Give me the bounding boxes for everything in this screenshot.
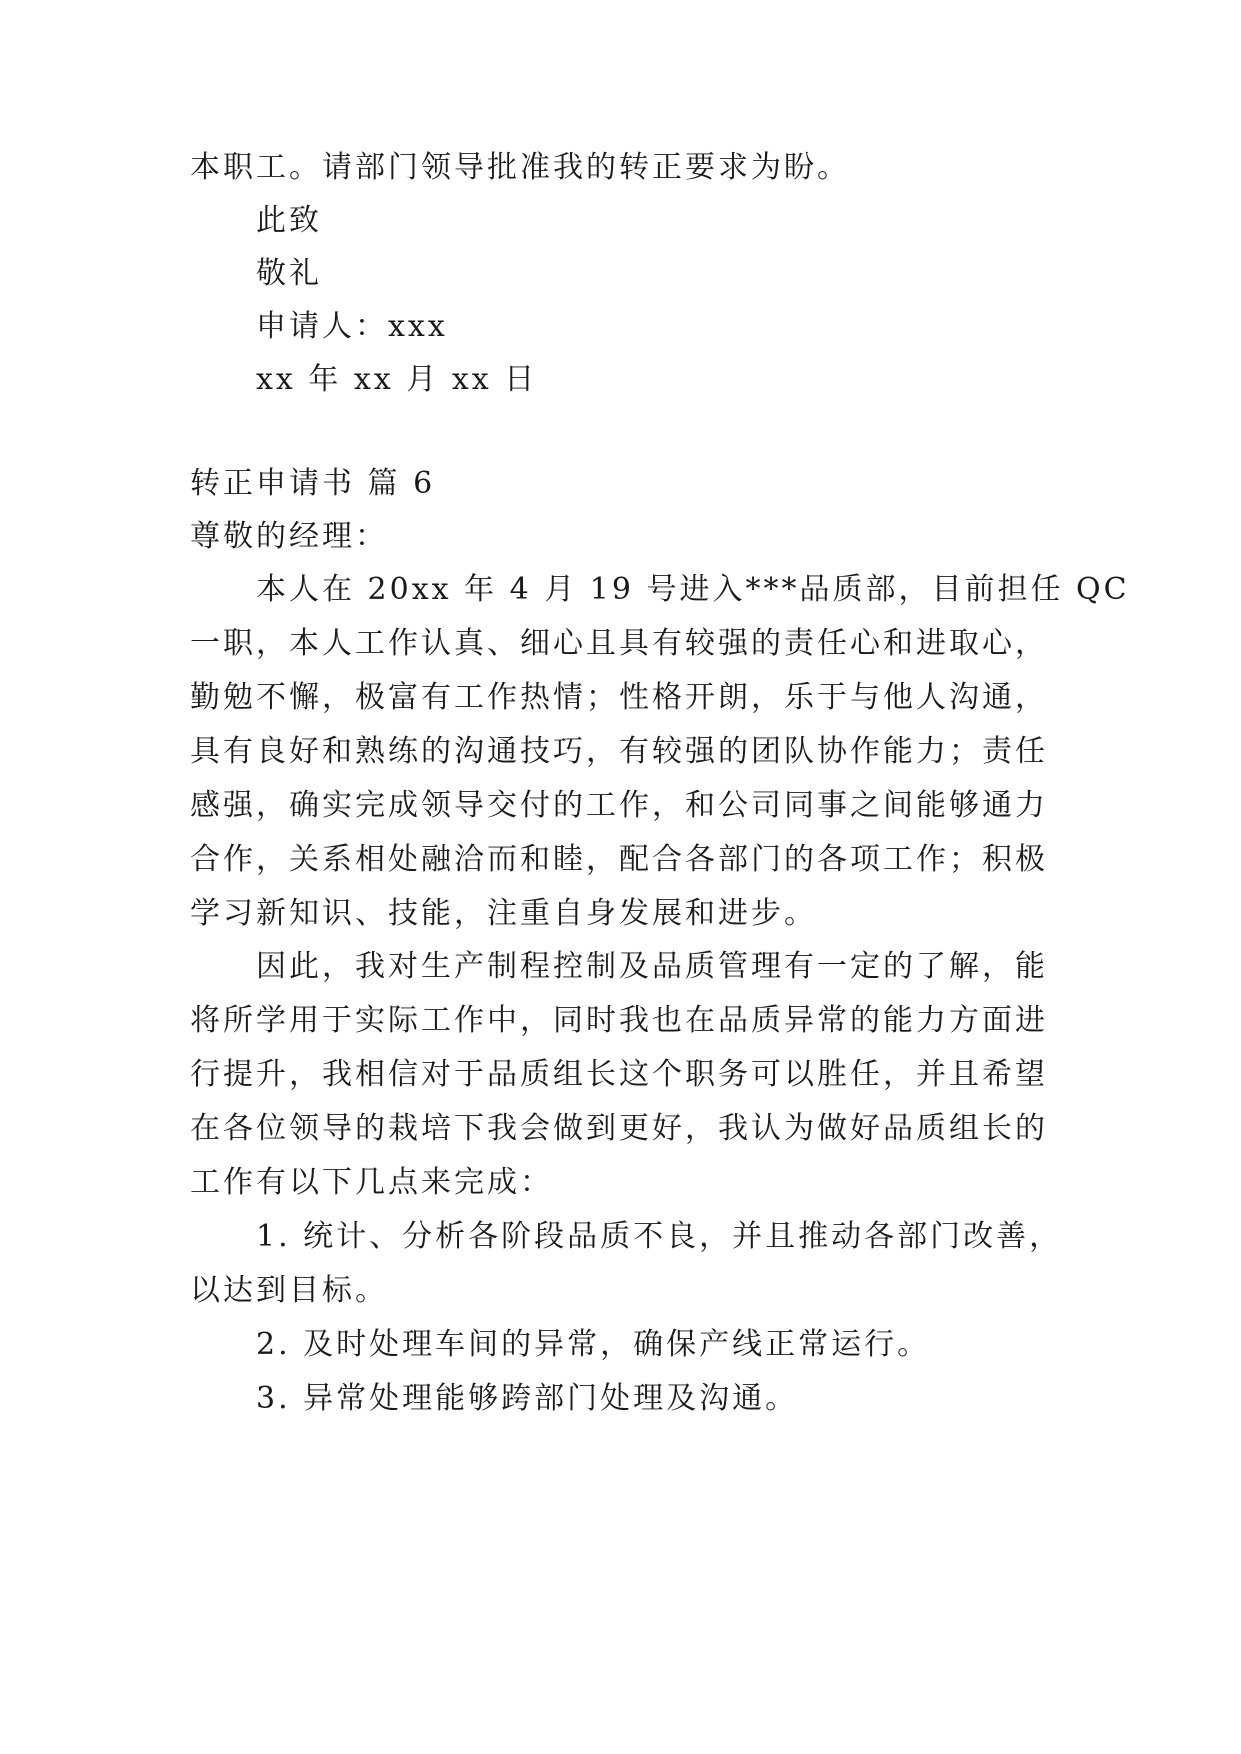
date-line: xx 年 xx 月 xx 日 <box>256 362 538 397</box>
list-item-1-continued: 以达到目标。 <box>190 1273 388 1308</box>
para1-line: 合作，关系相处融洽而和睦，配合各部门的各项工作；积极 <box>190 842 1048 877</box>
list-item-1: 1. 统计、分析各阶段品质不良，并且推动各部门改善， <box>256 1219 1063 1254</box>
greeting-line: 尊敬的经理： <box>190 519 388 554</box>
para1-line: 感强，确实完成领导交付的工作，和公司同事之间能够通力 <box>190 788 1048 823</box>
para2-line: 行提升，我相信对于品质组长这个职务可以胜任，并且希望 <box>190 1057 1048 1092</box>
para1-line: 具有良好和熟练的沟通技巧，有较强的团队协作能力；责任 <box>190 734 1048 769</box>
para2-line: 因此，我对生产制程控制及品质管理有一定的了解，能 <box>256 949 1048 984</box>
para1-line: 一职，本人工作认真、细心且具有较强的责任心和进取心， <box>190 626 1048 661</box>
list-item-2: 2. 及时处理车间的异常，确保产线正常运行。 <box>256 1327 931 1362</box>
closing-line: 本职工。请部门领导批准我的转正要求为盼。 <box>190 150 850 185</box>
para2-line: 将所学用于实际工作中，同时我也在品质异常的能力方面进 <box>190 1003 1048 1038</box>
para1-line: 勤勉不懈，极富有工作热情；性格开朗，乐于与他人沟通， <box>190 680 1048 715</box>
list-item-3: 3. 异常处理能够跨部门处理及沟通。 <box>256 1381 799 1416</box>
salutation-cizhi: 此致 <box>256 203 322 238</box>
para1-line: 本人在 20xx 年 4 月 19 号进入***品质部，目前担任 QC <box>256 572 1130 607</box>
para2-line: 在各位领导的栽培下我会做到更好，我认为做好品质组长的 <box>190 1111 1048 1146</box>
section-heading: 转正申请书 篇 6 <box>190 466 436 501</box>
para2-line: 工作有以下几点来完成： <box>190 1165 553 1200</box>
applicant-line: 申请人：xxx <box>256 309 448 344</box>
para1-line: 学习新知识、技能，注重自身发展和进步。 <box>190 896 817 931</box>
salutation-jingli: 敬礼 <box>256 256 322 291</box>
